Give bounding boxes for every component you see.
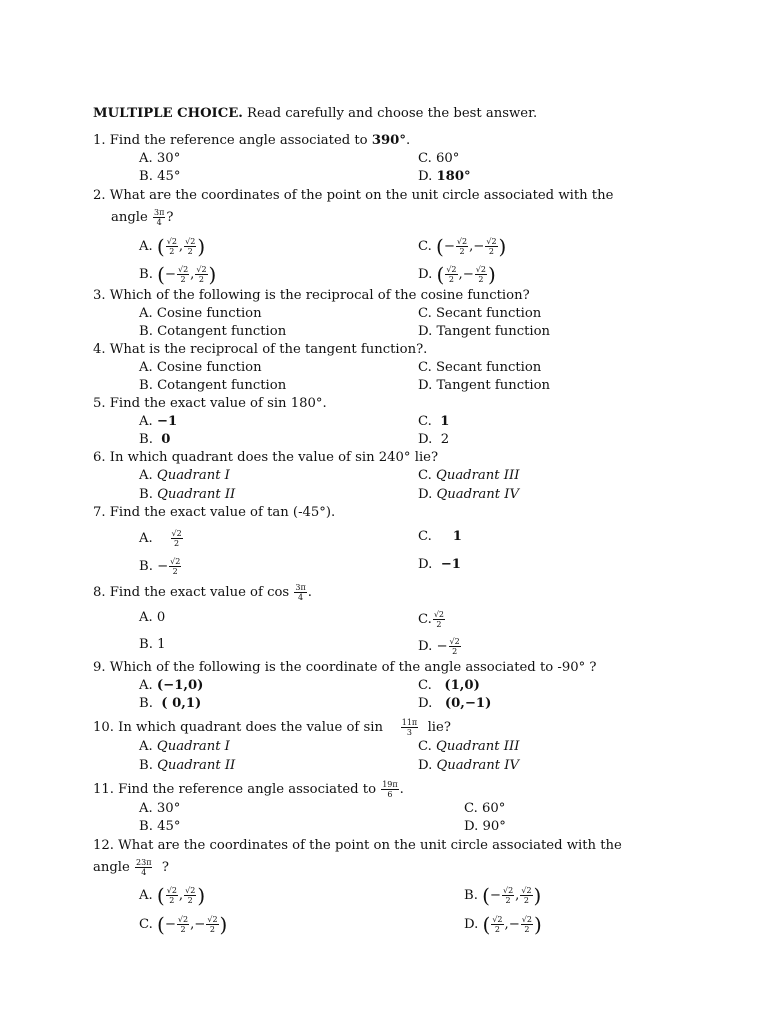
q12-option-a[interactable] <box>139 883 206 908</box>
fraction-num: √2 <box>521 886 532 895</box>
option-label: A. <box>139 678 157 693</box>
option-label: D. <box>464 917 479 932</box>
fraction-num: √2 <box>433 610 444 619</box>
fraction <box>449 637 461 656</box>
q12-option-c[interactable] <box>139 912 228 937</box>
q7-option-c[interactable] <box>418 529 462 545</box>
fraction <box>184 237 196 256</box>
fraction <box>171 529 183 548</box>
q10-option-c[interactable] <box>418 739 519 755</box>
fraction-den: 4 <box>297 593 304 602</box>
instructions-text: Read carefully and choose the best answer. <box>242 106 538 121</box>
q12-option-b[interactable] <box>464 883 542 908</box>
paren-open: ( <box>436 262 445 287</box>
fraction-den: 6 <box>387 790 393 799</box>
fraction-num: √2 <box>456 237 468 246</box>
option-label: B. <box>139 267 153 282</box>
option-label: C. <box>418 529 432 544</box>
q1-option-b[interactable]: B. 45° <box>139 169 181 184</box>
fraction-num: 19π <box>382 780 398 789</box>
q7-option-a[interactable] <box>139 529 184 548</box>
paren-close: ) <box>197 883 206 908</box>
fraction-den: 3 <box>406 728 413 737</box>
fraction-num: √2 <box>177 915 189 924</box>
fraction-num: √2 <box>446 265 457 274</box>
fraction <box>177 265 189 284</box>
paren-close: ) <box>533 912 542 937</box>
fraction <box>401 718 418 737</box>
paren-open: ( <box>157 912 165 937</box>
fraction-num: 3π <box>154 208 165 217</box>
option-label: C. <box>418 414 441 429</box>
fraction-den: 2 <box>452 647 458 656</box>
option-label: C. <box>418 468 437 483</box>
fraction-den: 2 <box>494 925 500 934</box>
q4-option-d[interactable]: D. Tangent function <box>418 378 551 393</box>
question-text: 8. Find the exact value of cos <box>93 585 294 600</box>
fraction <box>433 610 445 629</box>
q8-option-b[interactable]: B. 1 <box>139 637 166 652</box>
fraction-num: 11π <box>401 718 418 727</box>
question-11 <box>93 780 404 799</box>
q9-option-a[interactable] <box>139 678 203 694</box>
option-label: D. <box>418 432 441 447</box>
angle-fraction <box>153 208 165 227</box>
option-value: Quadrant I <box>156 739 230 754</box>
fraction-den: 2 <box>180 275 186 284</box>
option-label: C. <box>418 612 432 627</box>
option-value: Quadrant III <box>436 739 520 754</box>
fraction-den: 2 <box>187 896 193 905</box>
q3-option-c[interactable]: C. Secant function <box>418 306 542 321</box>
q10-option-b[interactable] <box>139 758 235 774</box>
question-8 <box>93 583 312 602</box>
q4-option-b[interactable]: B. Cotangent function <box>139 378 287 393</box>
fraction <box>491 915 503 934</box>
fraction-num: √2 <box>170 557 181 566</box>
minus: − <box>508 917 520 932</box>
question-12: 12. What are the coordinates of the point on the unit circle associated with the <box>93 838 622 853</box>
fraction-den: 2 <box>505 896 511 905</box>
question-text: 11. Find the reference angle associated to <box>93 782 381 797</box>
q6-option-b[interactable] <box>139 487 235 503</box>
paren-open: ( <box>436 234 444 259</box>
fraction <box>381 780 398 799</box>
option-value: 1 <box>440 414 450 429</box>
option-label: A. <box>139 468 157 483</box>
fraction-den: 2 <box>172 567 178 576</box>
comma: , <box>178 888 184 903</box>
option-value: Quadrant IV <box>436 487 519 502</box>
q6-option-a[interactable] <box>139 468 230 484</box>
fraction-num: 23π <box>136 858 152 867</box>
question-12-cont <box>93 858 169 877</box>
paren-open: ( <box>482 912 491 937</box>
fraction-den: 2 <box>169 896 175 905</box>
paren-open: ( <box>156 234 165 259</box>
fraction-num: √2 <box>171 529 182 538</box>
fraction-num: √2 <box>185 237 196 246</box>
option-label: C. <box>418 739 437 754</box>
fraction-den: 2 <box>459 247 465 256</box>
option-label: B. <box>139 758 158 773</box>
option-label: D. <box>418 487 437 502</box>
q1-option-c[interactable]: C. 60° <box>418 151 460 166</box>
fraction-den: 2 <box>198 275 204 284</box>
question-mark: ? <box>161 860 169 875</box>
question-10 <box>93 718 451 737</box>
fraction-num: √2 <box>166 886 177 895</box>
q1-option-a[interactable]: A. 30° <box>139 151 181 166</box>
question-mark: ? <box>166 210 174 225</box>
q7-option-b[interactable] <box>139 557 182 576</box>
question-end: . <box>307 585 312 600</box>
comma: , <box>515 888 520 903</box>
q1-option-d[interactable] <box>418 169 471 185</box>
question-end: . <box>399 782 404 797</box>
q4-option-a[interactable]: A. Cosine function <box>139 360 262 375</box>
q2-option-a[interactable] <box>139 234 206 259</box>
comma: , <box>458 267 463 282</box>
minus: − <box>194 917 206 932</box>
fraction-den: 2 <box>436 620 442 629</box>
question-2: 2. What are the coordinates of the point on the unit circle associated with the <box>93 188 614 203</box>
q5-option-d[interactable] <box>418 432 449 448</box>
q3-option-b[interactable]: B. Cotangent function <box>139 324 287 339</box>
fraction <box>294 583 306 602</box>
q11-option-d[interactable]: D. 90° <box>464 819 506 834</box>
option-value: Quadrant I <box>156 468 230 483</box>
option-label: A. <box>139 739 157 754</box>
q3-option-d[interactable]: D. Tangent function <box>418 324 551 339</box>
question-5: 5. Find the exact value of sin 180°. <box>93 396 327 411</box>
paren-close: ) <box>208 262 217 287</box>
q6-option-d[interactable] <box>418 487 519 503</box>
question-2-cont <box>111 208 173 227</box>
fraction <box>206 915 218 934</box>
q7-option-d[interactable] <box>418 557 461 573</box>
fraction-den: 4 <box>156 218 162 227</box>
q9-option-b[interactable] <box>139 696 201 712</box>
question-text: angle <box>93 860 130 875</box>
option-label: D. <box>418 267 433 282</box>
q11-option-b[interactable]: B. 45° <box>139 819 181 834</box>
comma: , <box>190 917 195 932</box>
fraction-num: √2 <box>166 237 177 246</box>
option-label: B. <box>139 487 158 502</box>
option-value: (−1,0) <box>156 678 204 693</box>
fraction <box>485 237 497 256</box>
question-6: 6. In which quadrant does the value of sin 240° lie? <box>93 450 439 465</box>
fraction <box>456 237 468 256</box>
option-label: D. <box>418 758 437 773</box>
comma: , <box>178 239 184 254</box>
option-label: D. <box>418 696 445 711</box>
fraction-den: 2 <box>180 925 186 934</box>
option-label: D. <box>418 557 437 572</box>
q11-option-a[interactable]: A. 30° <box>139 801 181 816</box>
fraction-den: 2 <box>169 247 175 256</box>
q2-option-d[interactable] <box>418 262 496 287</box>
option-value: Quadrant II <box>157 487 236 502</box>
q12-option-d[interactable] <box>464 912 542 937</box>
fraction-den: 2 <box>488 247 494 256</box>
question-text: 10. In which quadrant does the value of sin <box>93 720 383 735</box>
q6-option-c[interactable] <box>418 468 519 484</box>
q8-option-d[interactable] <box>418 637 462 656</box>
q10-option-a[interactable] <box>139 739 230 755</box>
fraction-num: √2 <box>521 915 532 924</box>
paren-close: ) <box>533 883 542 908</box>
q10-option-d[interactable] <box>418 758 519 774</box>
minus: − <box>489 888 501 903</box>
option-value: (1,0) <box>444 678 480 693</box>
paren-close: ) <box>487 262 496 287</box>
paren-close: ) <box>219 912 228 937</box>
comma: , <box>469 239 474 254</box>
fraction-den: 2 <box>524 925 530 934</box>
instructions-title: MULTIPLE CHOICE. <box>93 106 243 121</box>
fraction <box>166 237 178 256</box>
option-label: B. <box>464 888 478 903</box>
option-value: 0 <box>161 432 171 447</box>
q9-option-d[interactable] <box>418 696 491 712</box>
question-end: . <box>405 133 411 148</box>
question-end: lie? <box>427 720 451 735</box>
q2-option-b[interactable] <box>139 262 217 287</box>
question-9: 9. Which of the following is the coordinate of the angle associated to -90° ? <box>93 660 597 675</box>
question-4: 4. What is the reciprocal of the tangent function?. <box>93 342 428 357</box>
option-label: A. <box>139 414 157 429</box>
question-value: 390° <box>371 133 406 148</box>
option-label: C. <box>418 678 445 693</box>
fraction <box>475 265 487 284</box>
fraction <box>166 886 178 905</box>
fraction-num: √2 <box>502 886 514 895</box>
fraction <box>521 915 533 934</box>
fraction <box>502 886 514 905</box>
question-7: 7. Find the exact value of tan (-45°). <box>93 505 336 520</box>
option-value: Quadrant II <box>157 758 236 773</box>
fraction <box>184 886 196 905</box>
paren-open: ( <box>482 883 490 908</box>
option-value: (0,−1) <box>444 696 492 711</box>
comma: , <box>190 267 195 282</box>
option-value: −1 <box>440 557 461 572</box>
option-label: C. <box>139 917 153 932</box>
fraction-num: √2 <box>185 886 196 895</box>
option-value: 180° <box>436 169 471 184</box>
option-value: −1 <box>156 414 178 429</box>
fraction-num: √2 <box>492 915 503 924</box>
q4-option-c[interactable]: C. Secant function <box>418 360 542 375</box>
instructions <box>93 106 537 122</box>
paren-close: ) <box>197 234 206 259</box>
fraction <box>169 557 181 576</box>
fraction <box>177 915 189 934</box>
option-label: A. <box>139 531 153 546</box>
minus: − <box>164 267 176 282</box>
question-text: 1. Find the reference angle associated to <box>93 133 372 148</box>
fraction <box>195 265 207 284</box>
fraction <box>135 858 152 877</box>
fraction-num: √2 <box>177 265 189 274</box>
q5-option-c[interactable] <box>418 414 449 430</box>
minus: − <box>473 239 485 254</box>
q5-option-a[interactable] <box>139 414 177 430</box>
fraction-num: √2 <box>449 637 460 646</box>
fraction-num: √2 <box>207 915 218 924</box>
question-3: 3. Which of the following is the reciprocal of the cosine function? <box>93 288 530 303</box>
fraction-den: 2 <box>174 539 180 548</box>
fraction-num: 3π <box>295 583 306 592</box>
option-value: Quadrant III <box>436 468 520 483</box>
fraction <box>445 265 457 284</box>
fraction-den: 2 <box>448 275 454 284</box>
option-label: C. <box>418 239 432 254</box>
option-label: B. <box>139 432 162 447</box>
fraction-den: 2 <box>209 925 215 934</box>
fraction-num: √2 <box>196 265 207 274</box>
q2-option-c[interactable] <box>418 234 507 259</box>
option-label: B. − <box>139 559 169 574</box>
option-label: B. <box>139 696 162 711</box>
option-value: 2 <box>440 432 450 447</box>
question-text: angle <box>111 210 148 225</box>
fraction-den: 4 <box>141 868 147 877</box>
option-value: ( 0,1) <box>161 696 202 711</box>
question-1 <box>93 133 410 149</box>
fraction-den: 2 <box>187 247 193 256</box>
paren-close: ) <box>498 234 507 259</box>
option-label: A. <box>139 888 153 903</box>
minus: − <box>164 917 176 932</box>
option-label: A. <box>139 239 153 254</box>
fraction-num: √2 <box>486 237 497 246</box>
q5-option-b[interactable] <box>139 432 170 448</box>
fraction-num: √2 <box>475 265 486 274</box>
q8-option-c[interactable] <box>418 610 446 629</box>
fraction-den: 2 <box>478 275 484 284</box>
q3-option-a[interactable]: A. Cosine function <box>139 306 262 321</box>
option-value: 1 <box>452 529 462 544</box>
comma: , <box>504 917 509 932</box>
option-label: D. − <box>418 639 448 654</box>
paren-open: ( <box>156 883 165 908</box>
q9-option-c[interactable] <box>418 678 480 694</box>
q8-option-a[interactable]: A. 0 <box>139 610 166 625</box>
minus: − <box>443 239 455 254</box>
q11-option-c[interactable]: C. 60° <box>464 801 506 816</box>
minus: − <box>462 267 474 282</box>
fraction <box>520 886 532 905</box>
option-label: D. <box>418 169 437 184</box>
paren-open: ( <box>157 262 165 287</box>
option-value: Quadrant IV <box>436 758 519 773</box>
fraction-den: 2 <box>523 896 529 905</box>
